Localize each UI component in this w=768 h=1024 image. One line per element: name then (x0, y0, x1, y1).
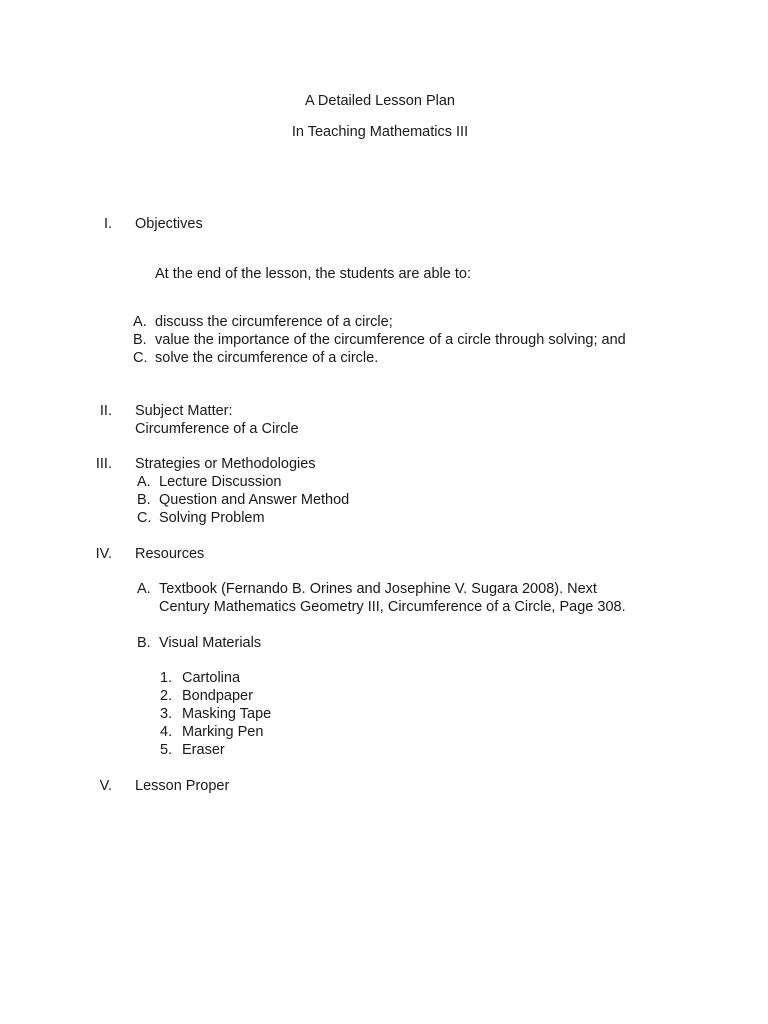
list-item-text: discuss the circumference of a circle; (155, 314, 393, 330)
list-marker: B. (133, 332, 147, 348)
subject-topic: Circumference of a Circle (135, 421, 299, 437)
textbook-line-1: Textbook (Fernando B. Orines and Josephine V. Sugara 2008). Next (159, 581, 597, 597)
textbook-line-2: Century Mathematics Geometry III, Circumference of a Circle, Page 308. (159, 599, 626, 615)
list-marker: A. (137, 581, 151, 597)
section-heading: Strategies or Methodologies (135, 456, 316, 472)
document-title: A Detailed Lesson Plan (305, 93, 455, 109)
list-marker: A. (137, 474, 151, 490)
list-marker: 5. (160, 742, 173, 758)
section-numeral: IV. (95, 546, 112, 562)
visual-materials-heading: Visual Materials (159, 635, 262, 651)
section-numeral: I. (103, 216, 112, 232)
list-item-text: Question and Answer Method (159, 492, 350, 508)
list-marker: B. (137, 635, 151, 651)
list-marker: A. (133, 314, 147, 330)
list-item-text: solve the circumference of a circle. (155, 350, 379, 366)
list-marker: 3. (160, 706, 173, 722)
objectives-intro: At the end of the lesson, the students are able to: (155, 266, 471, 282)
list-item-text: value the importance of the circumference of a circle through solving; and (155, 332, 626, 348)
list-marker: 4. (160, 724, 173, 740)
list-item-text: Masking Tape (182, 706, 272, 722)
list-marker: C. (137, 510, 152, 526)
list-item-text: Marking Pen (182, 724, 264, 740)
list-marker: 2. (160, 688, 173, 704)
section-heading: Resources (135, 546, 205, 562)
list-marker: C. (133, 350, 148, 366)
section-numeral: V. (99, 778, 112, 794)
document-subtitle: In Teaching Mathematics III (291, 124, 469, 140)
list-item-text: Bondpaper (182, 688, 253, 704)
list-item-text: Solving Problem (159, 510, 265, 526)
section-numeral: II. (99, 403, 112, 419)
list-item-text: Eraser (182, 742, 225, 758)
list-marker: 1. (160, 670, 173, 686)
section-heading: Objectives (135, 216, 203, 232)
list-marker: B. (137, 492, 151, 508)
list-item-text: Cartolina (182, 670, 241, 686)
section-heading: Subject Matter: (135, 403, 233, 419)
section-heading: Lesson Proper (135, 778, 230, 794)
section-numeral: III. (95, 456, 112, 472)
list-item-text: Lecture Discussion (159, 474, 282, 490)
